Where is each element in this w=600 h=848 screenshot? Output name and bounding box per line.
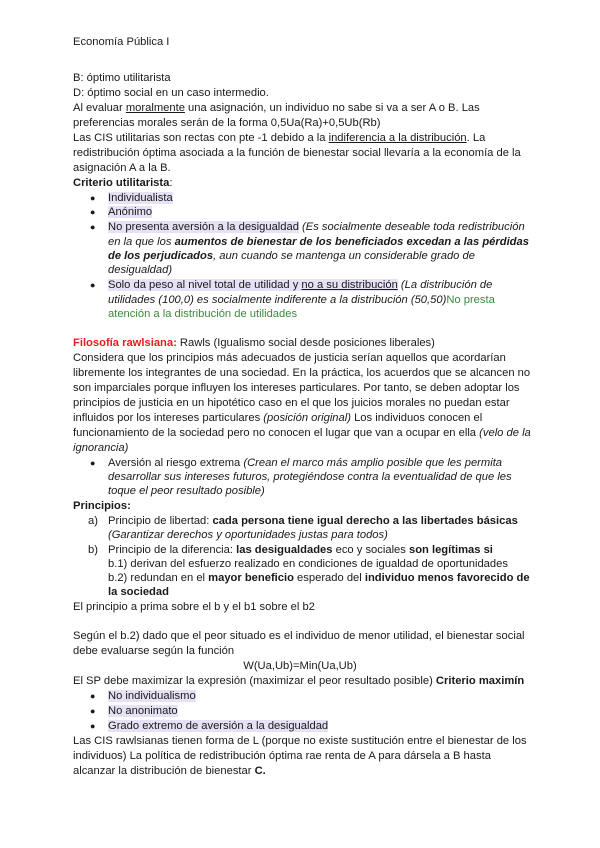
list-label: a): [88, 515, 98, 527]
bullet-icon: ●: [90, 222, 96, 232]
conclusion-line: individuos) La política de redistribución óptima rae renta de A para dársela a B hasta: [73, 750, 491, 762]
rawls-line: son imparciales porque influyen los intereses particulares. Por tanto, se deben adoptar los: [73, 382, 520, 394]
item-text: Solo da peso al nivel total de utilidad y: [108, 279, 302, 291]
highlight: [108, 279, 398, 291]
heading-text: Criterio utilitarista: [73, 177, 170, 189]
text-bold: cada persona tiene igual derecho a las libertades básicas: [212, 515, 518, 527]
rawls-line: principios de justicia en un hipotético caso en el que los juicios morales no puedan estar: [73, 397, 510, 409]
text: Los individuos conocen el: [350, 412, 483, 424]
bullet-icon: ●: [90, 207, 96, 217]
list-item: [108, 704, 178, 719]
maximin-line: debe evaluarse según la función: [73, 645, 235, 657]
text: . La: [466, 132, 486, 144]
bullet-icon: ●: [90, 691, 96, 701]
item-text: Grado extremo de aversión a la desigualdad: [108, 720, 329, 732]
principle-b: [108, 543, 493, 558]
heading-red: Filosofía rawlsiana:: [73, 337, 177, 349]
bullet-icon: ●: [90, 193, 96, 203]
rawls-line: libremente los integrantes de una sociedad. En la práctica, los acuerdos que se alcancen no: [73, 367, 531, 379]
principle-b2-cont: la sociedad: [108, 586, 169, 598]
rawls-line: [73, 411, 482, 426]
list-item-cont: atención a la distribución de utilidades: [108, 308, 298, 320]
text-bold: de los perjudicados: [108, 250, 214, 262]
principle-a: [108, 514, 518, 529]
text: Al evaluar: [73, 102, 126, 114]
principios-heading: Principios:: [73, 500, 131, 512]
text-bold: aumentos de bienestar de los beneficiados excedan a las pérdidas: [174, 236, 529, 248]
para2-line1: [73, 131, 485, 146]
text: b.2) redundan en el: [108, 572, 209, 584]
conclusion-line: [73, 764, 266, 779]
criterio-utilitarista-heading: [73, 176, 172, 191]
list-item-cont: [108, 235, 529, 250]
list-item: [108, 719, 328, 734]
list-label: b): [88, 544, 98, 556]
item-text: Individualista: [108, 192, 173, 204]
list-item: [108, 220, 525, 235]
heading-rest: Rawls (Igualismo social desde posiciones liberales): [176, 337, 435, 349]
list-item-cont: desarrollar sus intereses futuros, protegiéndose contra la eventualidad de que les: [108, 471, 512, 483]
text-green: No presta: [446, 294, 495, 306]
text-italic: (posición original): [263, 412, 351, 424]
text-underlined: moralmente: [125, 102, 185, 114]
conclusion-line: Las CIS rawlsianas tienen forma de L (porque no existe sustitución entre el bienestar de los: [73, 735, 527, 747]
page-header: Economía Pública I: [73, 36, 170, 48]
bullet-icon: ●: [90, 458, 96, 468]
item-text: No individualismo: [108, 690, 196, 702]
text: utilidades (100,0) es socialmente indiferente a la distribución (50,50): [108, 294, 447, 306]
text: El SP debe maximizar la expresión (maximizar el peor resultado posible): [73, 675, 436, 687]
text: eco y sociales: [332, 544, 409, 556]
item-text: (La distribución de: [397, 279, 493, 291]
text: , aun cuando se mantenga un considerable grado de: [213, 250, 475, 262]
list-item: [108, 205, 152, 220]
list-item: [108, 191, 173, 206]
list-item: [108, 456, 502, 471]
para1-line1: [73, 101, 480, 116]
item-text: Anónimo: [108, 206, 153, 218]
text-bold: individuo menos favorecido de: [364, 572, 530, 584]
item-text-italic: (Crean el marco más amplio posible que les permita: [243, 457, 503, 469]
principle-b2: [108, 571, 530, 586]
item-text-underlined: no a su distribución: [301, 279, 398, 291]
maximin-line: Según el b.2) dado que el peor situado es el individuo de menor utilidad, el bienestar social: [73, 630, 525, 642]
list-item-cont: [108, 293, 495, 308]
para2-line2: redistribución óptima asociada a la función de bienestar social llevaría a la economía de la: [73, 147, 521, 159]
colon: :: [169, 177, 173, 189]
prima-line: El principio a prima sobre el b y el b1 sobre el b2: [73, 601, 315, 613]
rawls-line: Considera que los principios más adecuados de justicia serían aquellos que acordarían: [73, 352, 506, 364]
text: una asignación, un individuo no sabe si va a ser A o B. Las: [184, 102, 480, 114]
text: Principio de la diferencia:: [108, 544, 237, 556]
item-text: (Es socialmente deseable toda redistribución: [298, 221, 525, 233]
rawls-line: ignorancia): [73, 442, 129, 454]
item-text: No anonimato: [108, 705, 178, 717]
text: Las CIS utilitarias son rectas con pte -1 debido a la: [73, 132, 329, 144]
line-b: B: óptimo utilitarista: [73, 72, 171, 84]
item-text: Aversión al riesgo extrema: [108, 457, 244, 469]
para2-line3: asignación A a la B.: [73, 162, 171, 174]
line-d: D: óptimo social en un caso intermedio.: [73, 87, 269, 99]
text-bold: las desigualdades: [236, 544, 333, 556]
text: funcionamiento de la sociedad pero no conocen el lugar que van a ocupar en ella: [73, 427, 480, 439]
bullet-icon: ●: [90, 721, 96, 731]
bullet-icon: ●: [90, 280, 96, 290]
text-bold: mayor beneficio: [208, 572, 294, 584]
formula: W(Ua,Ub)=Min(Ua,Ub): [243, 660, 357, 672]
text-bold: Criterio maximín: [435, 675, 525, 687]
text-italic: (velo de la: [479, 427, 531, 439]
text-underlined: indiferencia a la distribución: [328, 132, 467, 144]
text: en la que los: [108, 236, 175, 248]
principle-b1: b.1) derivan del esfuerzo realizado en condiciones de igualdad de oportunidades: [108, 558, 508, 570]
text: esperado del: [293, 572, 365, 584]
text-bold: son legítimas si: [408, 544, 493, 556]
rawls-heading: [73, 336, 435, 351]
rawls-line: [73, 426, 531, 441]
bullet-icon: ●: [90, 706, 96, 716]
text: alcanzar la distribución de bienestar: [73, 765, 255, 777]
para1-line2: preferencias morales serán de la forma 0,5Ua(Ra)+0,5Ub(Rb): [73, 117, 381, 129]
list-item: [108, 278, 492, 293]
maximin-line: [73, 674, 524, 689]
list-item-cont: toque el peor resultado posible): [108, 485, 265, 497]
text: influidos por los intereses particulares: [73, 412, 264, 424]
text: Principio de libertad:: [108, 515, 213, 527]
list-item-cont: [108, 249, 475, 264]
list-item: [108, 689, 196, 704]
item-text: No presenta aversión a la desigualdad: [108, 221, 299, 233]
text-bold: C.: [254, 765, 266, 777]
list-item-cont: desigualdad): [108, 264, 173, 276]
principle-a-note: (Garantizar derechos y oportunidades justas para todos): [108, 529, 388, 541]
